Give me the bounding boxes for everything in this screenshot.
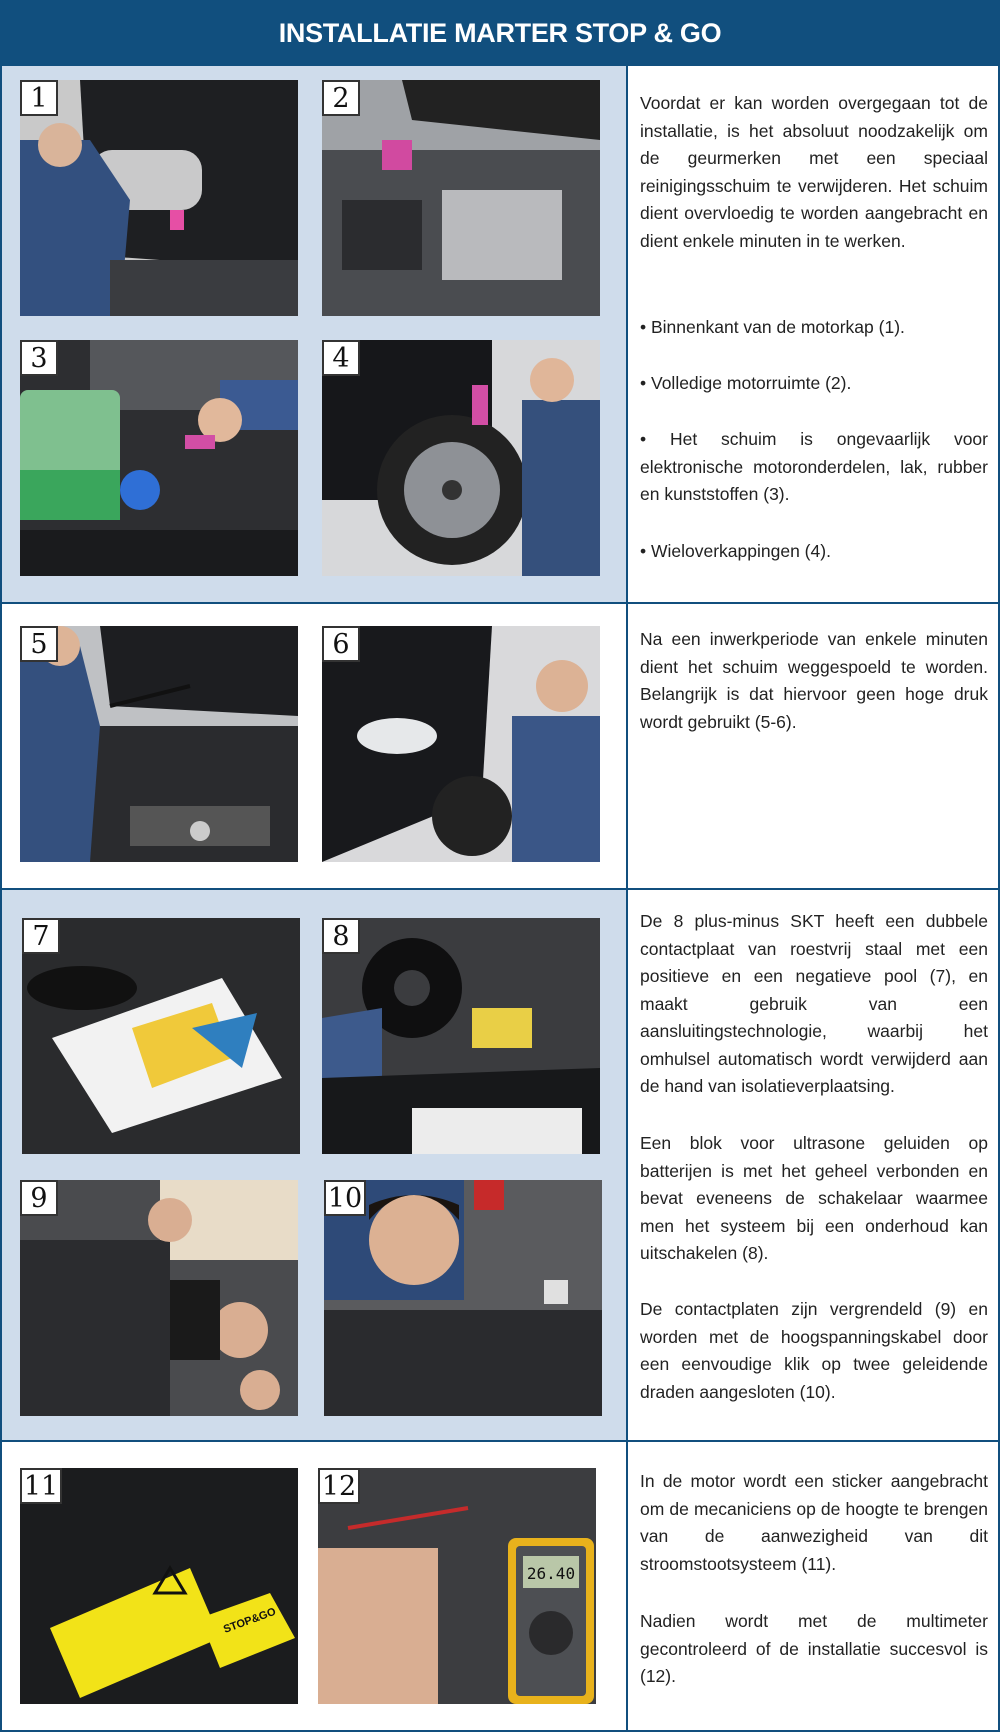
text-column bbox=[628, 890, 998, 1440]
bullet-item: • Wieloverkappingen (4). bbox=[640, 541, 831, 561]
photo-number: 1 bbox=[20, 80, 58, 116]
photo-grid bbox=[2, 890, 626, 1440]
photo-number: 3 bbox=[20, 340, 58, 376]
photo-number: 10 bbox=[324, 1180, 366, 1216]
multimeter-display: 26.40 bbox=[526, 1564, 576, 1583]
paragraph: De contactplaten zijn vergrendeld (9) en worden met de hoogspanningskabel door een eenvoudige klik op twee geleidende draden aangesloten (10). bbox=[640, 1299, 988, 1402]
text-column bbox=[628, 1442, 998, 1730]
photo-number: 5 bbox=[20, 626, 58, 662]
photo-number: 9 bbox=[20, 1180, 58, 1216]
photo-12 bbox=[318, 1468, 596, 1704]
photo-grid bbox=[2, 66, 626, 602]
paragraph: Nadien wordt met de multimeter gecontroleerd of de installatie succesvol is (12). bbox=[640, 1611, 988, 1686]
bullet-item: • Binnenkant van de motorkap (1). bbox=[640, 317, 905, 337]
photo-4 bbox=[322, 340, 600, 576]
photo-number: 4 bbox=[322, 340, 360, 376]
photo-8 bbox=[322, 918, 600, 1154]
photo-9 bbox=[20, 1180, 298, 1416]
paragraph: Na een inwerkperiode van enkele minuten dient het schuim weggespoeld te worden. Belangrijk is dat hiervoor geen hoge druk wordt gebruikt (5-6). bbox=[640, 629, 988, 732]
paragraph: De 8 plus-minus SKT heeft een dubbele contactplaat van roestvrij staal met een positieve en een negatieve pool (7), en maakt gebruik van een aansluitingstechnologie, waarbij het omhulsel automatisch wordt verwijderd aan de hand van isolatieverplaatsing. bbox=[640, 911, 988, 1096]
photo-2 bbox=[322, 80, 600, 316]
photo-number: 6 bbox=[322, 626, 360, 662]
photo-number: 12 bbox=[318, 1468, 360, 1504]
photo-10 bbox=[324, 1180, 602, 1416]
photo-number: 8 bbox=[322, 918, 360, 954]
bullet-item: • Volledige motorruimte (2). bbox=[640, 373, 852, 393]
photo-3 bbox=[20, 340, 298, 576]
photo-number: 11 bbox=[20, 1468, 62, 1504]
photo-7 bbox=[22, 918, 300, 1154]
paragraph: In de motor wordt een sticker aangebracht om de mecaniciens op de hoogte te brengen van de aanwezigheid van dit stroomstootsysteem (11). bbox=[640, 1471, 988, 1574]
photo-grid bbox=[2, 1442, 626, 1730]
paragraph: Voordat er kan worden overgegaan tot de installatie, is het absoluut noodzakelijk om de geurmerken met een speciaal reinigingsschuim te verwijderen. Het schuim dient overvloedig te worden aangebracht en dient enkele minuten in te werken. bbox=[640, 93, 988, 251]
section-mounting bbox=[0, 890, 1000, 1442]
photo-number: 2 bbox=[322, 80, 360, 116]
sticker-label: STOP&GO bbox=[221, 1605, 278, 1636]
bullet-item: • Het schuim is ongevaarlijk voor elektronische motoronderdelen, lak, rubber en kunststoffen (3). bbox=[640, 429, 988, 504]
photo-1 bbox=[20, 80, 298, 316]
photo-6 bbox=[322, 626, 600, 862]
page-title: INSTALLATIE MARTER STOP & GO bbox=[0, 0, 1000, 66]
section-finishing bbox=[0, 1442, 1000, 1732]
text-column bbox=[628, 66, 998, 602]
photo-5 bbox=[20, 626, 298, 862]
text-column bbox=[628, 604, 998, 888]
photo-number: 7 bbox=[22, 918, 60, 954]
section-rinsing bbox=[0, 604, 1000, 890]
photo-11 bbox=[20, 1468, 298, 1704]
paragraph: Een blok voor ultrasone geluiden op batterijen is met het geheel verbonden en bevat eveneens de schakelaar waarmee men het systeem bij een onderhoud kan uitschakelen (8). bbox=[640, 1133, 988, 1263]
section-cleaning bbox=[0, 66, 1000, 604]
photo-grid bbox=[2, 604, 626, 888]
